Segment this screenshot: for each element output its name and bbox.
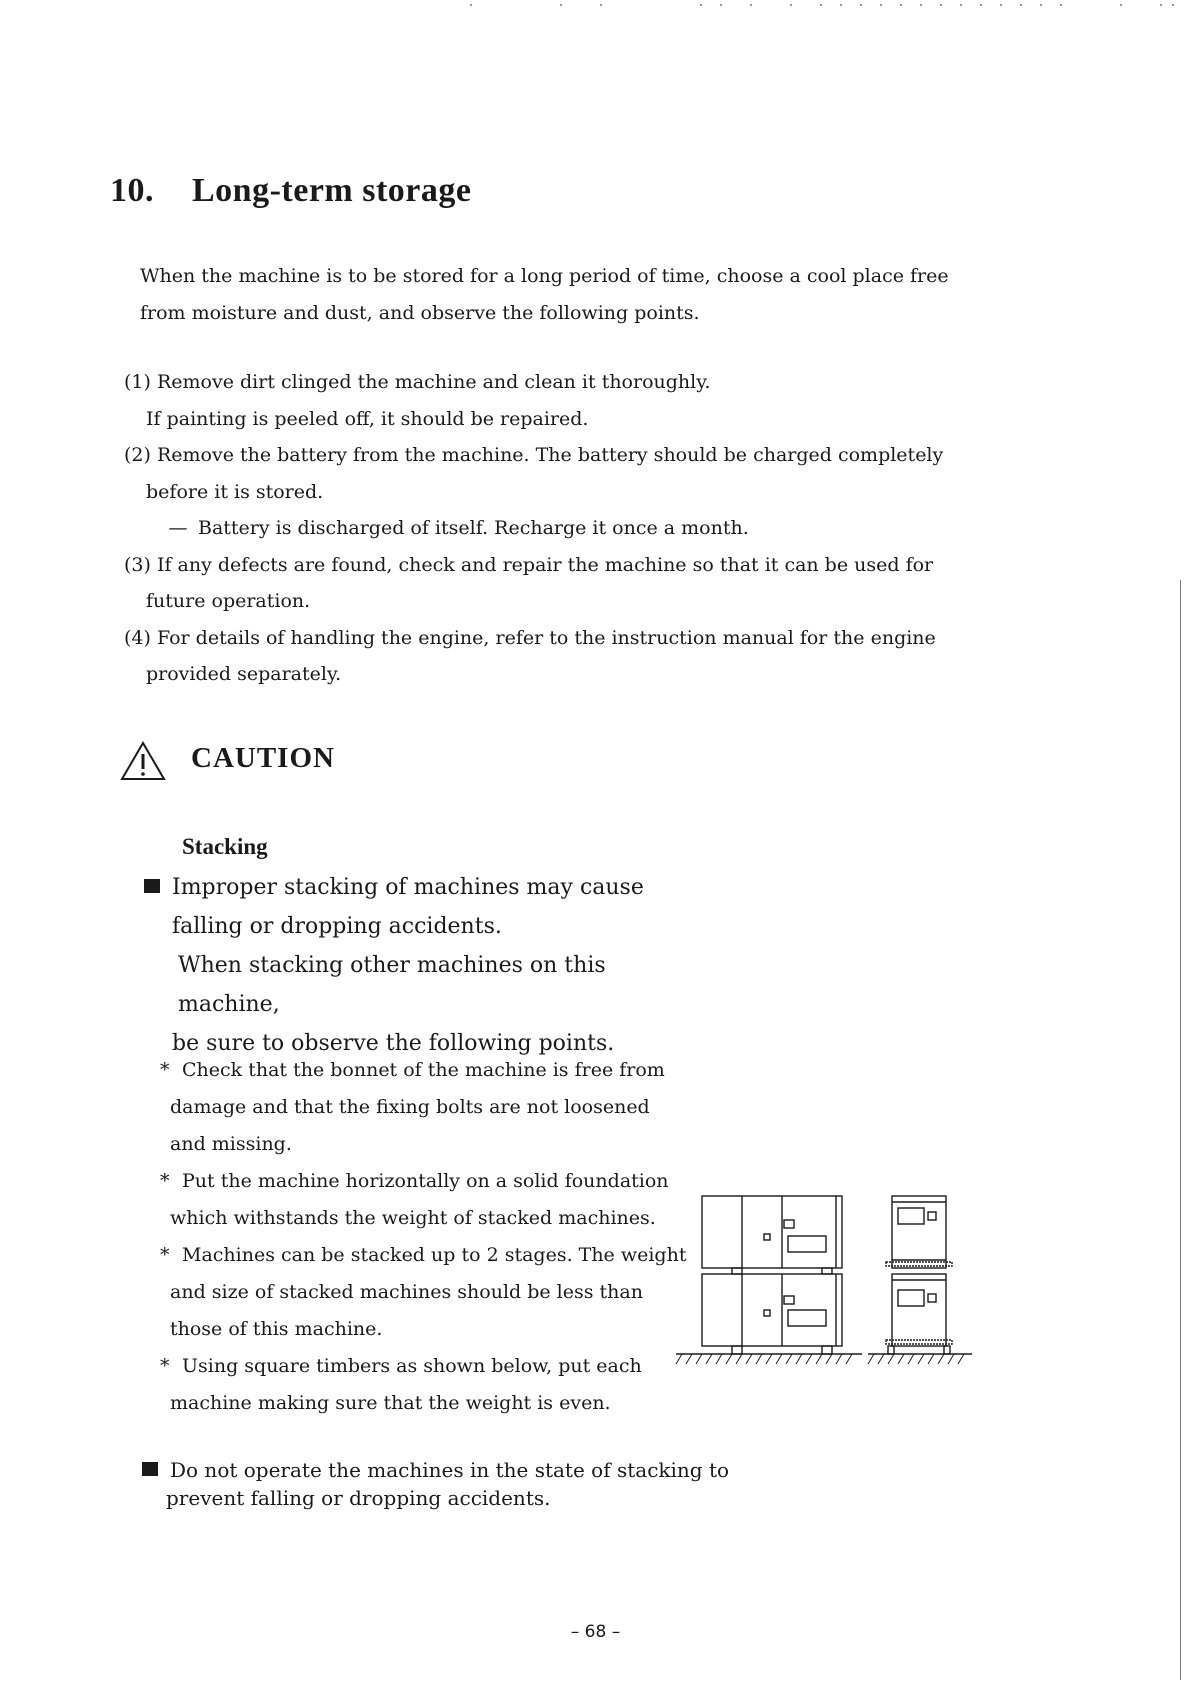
point-line: Check that the bonnet of the machine is free from xyxy=(182,1059,665,1081)
step-text: For details of handling the engine, refer to the instruction manual for the engine xyxy=(156,626,936,649)
point-line: Machines can be stacked up to 2 stages. The weight xyxy=(182,1244,687,1266)
step-text-continued: provided separately. xyxy=(146,663,342,685)
step-marker: (2) xyxy=(124,444,151,466)
section-title-text: Long-term storage xyxy=(192,172,472,209)
stacking-points-list xyxy=(160,1052,700,1422)
note-text: Battery is discharged of itself. Recharge it once a month. xyxy=(198,517,749,539)
square-bullet-icon xyxy=(142,1462,158,1476)
stacking-warning xyxy=(144,868,704,1063)
stacking-point xyxy=(160,1163,700,1237)
stacked-machines-illustration xyxy=(672,1190,992,1380)
page-number: – 68 – xyxy=(570,1622,621,1642)
step-text: Remove dirt clinged the machine and clean it thoroughly. xyxy=(156,371,711,393)
scan-artifact-dots xyxy=(460,4,1180,12)
section-title xyxy=(110,172,471,210)
stacking-subheading: Stacking xyxy=(182,834,268,859)
warning-line: falling or dropping accidents. xyxy=(172,914,502,939)
upper-machine-front xyxy=(702,1196,842,1274)
page-edge-rule xyxy=(1180,580,1181,1680)
step-marker: (3) xyxy=(124,553,151,576)
step-note xyxy=(124,510,984,547)
ground-hatching-right xyxy=(868,1354,964,1364)
asterisk-marker: * xyxy=(160,1059,170,1081)
stacking-point xyxy=(160,1348,700,1422)
step-item xyxy=(124,547,984,620)
point-line: and missing. xyxy=(170,1133,292,1155)
warning-triangle-icon xyxy=(120,741,166,781)
step-text-continued: future operation. xyxy=(146,590,311,612)
asterisk-marker: * xyxy=(160,1170,170,1192)
square-bullet-icon xyxy=(144,879,160,893)
warning-line: be sure to observe the following points. xyxy=(172,1031,615,1056)
point-line: machine making sure that the weight is even. xyxy=(170,1392,611,1414)
intro-line: When the machine is to be stored for a long period of time, choose a cool place free xyxy=(140,265,949,287)
final-warning xyxy=(142,1456,742,1512)
ground-hatching-left xyxy=(676,1354,852,1364)
storage-steps-list xyxy=(124,364,984,693)
step-text-continued: before it is stored. xyxy=(146,480,324,503)
step-item xyxy=(124,364,984,437)
stacking-point xyxy=(160,1052,700,1163)
step-item xyxy=(124,620,984,693)
point-line: Using square timbers as shown below, put each xyxy=(182,1355,642,1377)
stacking-point xyxy=(160,1237,700,1348)
step-text: Remove the battery from the machine. The battery should be charged completely xyxy=(156,444,944,466)
asterisk-marker: * xyxy=(160,1355,170,1377)
upper-machine-side xyxy=(886,1196,952,1268)
step-marker: (4) xyxy=(124,626,151,649)
point-line: and size of stacked machines should be less than xyxy=(170,1281,643,1303)
note-dash: — xyxy=(168,517,188,539)
step-text-continued: If painting is peeled off, it should be repaired. xyxy=(146,407,589,430)
final-warning-line: prevent falling or dropping accidents. xyxy=(166,1486,551,1510)
warning-line: Improper stacking of machines may cause xyxy=(172,875,644,900)
lower-machine-front xyxy=(702,1274,842,1354)
intro-paragraph xyxy=(140,258,980,332)
step-text: If any defects are found, check and repair the machine so that it can be used for xyxy=(156,553,934,576)
point-line: damage and that the fixing bolts are not loosened xyxy=(170,1096,650,1118)
step-marker: (1) xyxy=(124,371,151,393)
point-line: which withstands the weight of stacked machines. xyxy=(170,1207,656,1229)
section-number: 10. xyxy=(110,172,154,209)
intro-line: from moisture and dust, and observe the following points. xyxy=(140,302,700,324)
caution-heading: CAUTION xyxy=(191,742,335,774)
warning-line: When stacking other machines on this machine, xyxy=(178,953,606,1017)
point-line: Put the machine horizontally on a solid foundation xyxy=(182,1170,669,1192)
final-warning-line: Do not operate the machines in the state of stacking to xyxy=(170,1458,730,1482)
lower-machine-side xyxy=(886,1274,952,1354)
step-item xyxy=(124,437,984,547)
point-line: those of this machine. xyxy=(170,1318,383,1340)
asterisk-marker: * xyxy=(160,1244,170,1266)
